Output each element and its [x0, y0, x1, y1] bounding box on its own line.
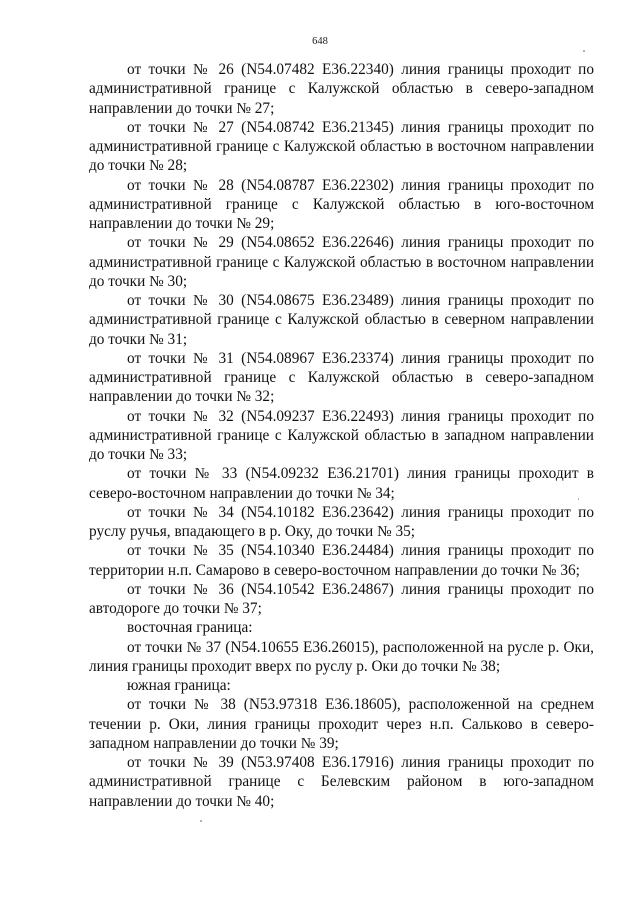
paragraph-point-39: от точки № 39 (N53.97408 E36.17916) линия границы проходит по административной границе с Белевским районом в юго-западном направлении до точки № 40;	[89, 754, 594, 810]
paragraph-point-26: от точки № 26 (N54.07482 E36.22340) линия границы проходит по административной границе с Калужской областью в северо-западном направлении до точки № 27;	[89, 61, 594, 117]
heading-south-boundary: южная граница:	[127, 677, 231, 694]
paragraph-point-35: от точки № 35 (N54.10340 E36.24484) линия границы проходит по территории н.п. Самарово в северо-восточном направлении до точки № 36;	[89, 542, 594, 579]
scan-speck	[200, 820, 202, 822]
paragraph-point-38: от точки № 38 (N53.97318 E36.18605), расположенной на среднем течении р. Оки, линия границы проходит через н.п. Сальково в северо-западном направлении до точки № 39;	[89, 696, 594, 752]
paragraph-point-33: от точки № 33 (N54.09232 E36.21701) линия границы проходит в северо-восточном направлении до точки № 34;	[89, 465, 594, 502]
scan-speck	[578, 498, 579, 500]
paragraph-point-28: от точки № 28 (N54.08787 E36.22302) линия границы проходит по административной границе с Калужской областью в юго-восточном направлении до точки № 29;	[89, 176, 594, 232]
scan-speck	[583, 50, 585, 52]
paragraph-point-27: от точки № 27 (N54.08742 E36.21345) линия границы проходит по административной границе с Калужской областью в восточном направлении до точки № 28;	[89, 118, 594, 175]
heading-east-boundary: восточная граница:	[127, 619, 253, 637]
document-body	[89, 60, 594, 811]
paragraph-point-30: от точки № 30 (N54.08675 E36.23489) линия границы проходит по административной границе с Калужской областью в северном направлении до точки № 31;	[89, 292, 594, 348]
paragraph-point-29: от точки № 29 (N54.08652 E36.22646) линия границы проходит по административной границе с Калужской областью в восточном направлении до точки № 30;	[89, 234, 594, 290]
paragraph-point-31: от точки № 31 (N54.08967 E36.23374) линия границы проходит по административной границе с Калужской областью в северо-западном направлении до точки № 32;	[89, 349, 594, 406]
paragraph-point-32: от точки № 32 (N54.09237 E36.22493) линия границы проходит по административной границе с Калужской областью в западном направлении до точки № 33;	[89, 407, 594, 463]
paragraph-point-37: от точки № 37 (N54.10655 E36.26015), расположенной на русле р. Оки, линия границы проходит вверх по руслу р. Оки до точки № 38;	[89, 638, 594, 675]
page-number: 648	[312, 36, 328, 47]
paragraph-point-36: от точки № 36 (N54.10542 E36.24867) линия границы проходит по автодороге до точки № 37;	[89, 580, 594, 617]
paragraph-point-34: от точки № 34 (N54.10182 E36.23642) линия границы проходит по руслу ручья, впадающего в р. Оку, до точки № 35;	[89, 503, 594, 540]
